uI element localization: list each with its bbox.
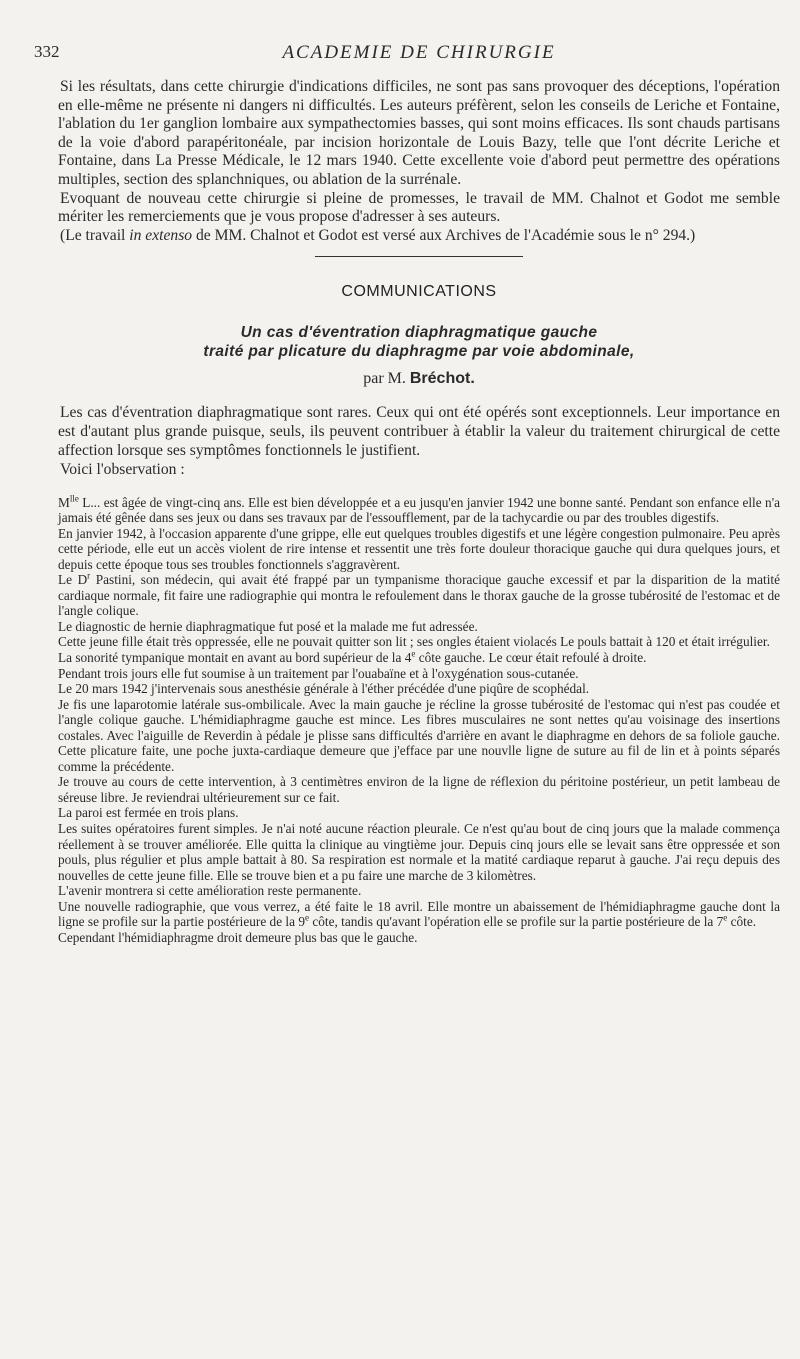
running-title: ACADEMIE DE CHIRURGIE	[282, 42, 556, 63]
section-divider	[315, 256, 523, 257]
obs-paragraph-1	[58, 495, 780, 526]
obs-p14-prefix: 9	[298, 914, 306, 930]
page	[34, 38, 780, 945]
obs-paragraph-15: Cependant l'hémidiaphragme droit demeure plus bas que le gauche.	[58, 929, 418, 945]
observation-text	[58, 495, 780, 946]
report-conclusion	[58, 78, 780, 245]
obs-paragraph-10: Je trouve au cours de cette intervention, à 3 centimètres environ de la ligne de réflexion du péritoine postérieur, un petit lambeau de séreuse libre. Je reviendrai ultérieurement sur ce fait.	[58, 774, 780, 805]
byline-prefix: par M.	[363, 370, 410, 388]
article-title-line-2: traité par plicature du diaphragme par voie abdominale,	[203, 343, 635, 361]
obs-paragraph-3	[58, 572, 780, 619]
obs-paragraph-4: Le diagnostic de hernie diaphragmatique fut posé et la malade me fut adressée.	[58, 618, 478, 634]
report-paragraph-2: Evoquant de nouveau cette chirurgie si pleine de promesses, le travail de MM. Chalnot et Godot me semble mériter les remerciements que je vous propose d'adresser à ses auteurs.	[58, 189, 780, 226]
obs-p3-text: Pastini, son médecin, qui avait été frappé par un tympanisme thoracique gauche excessif et par la disparition de la matité cardiaque normale, fit faire une radiographie qui montra le refoulement dans le thorax gauche de la grosse tubérosité de l'estomac et de l'angle colique.	[58, 572, 780, 619]
intro-paragraph-2: Voici l'observation :	[60, 460, 185, 478]
obs-paragraph-6	[58, 650, 780, 666]
obs-paragraph-11: La paroi est fermée en trois plans.	[58, 805, 239, 821]
report-p3-a: (Le travail	[60, 226, 130, 244]
article-title-line-1: Un cas d'éventration diaphragmatique gauche	[240, 324, 598, 342]
section-heading: COMMUNICATIONS	[341, 283, 497, 301]
obs-p6-sup: e	[411, 648, 416, 659]
intro-paragraph-1: Les cas d'éventration diaphragmatique sont rares. Ceux qui ont été opérés sont exceptionnels. Leur importance en est d'autant plus grande puisque, seuls, ils peuvent contribuer à établir la valeur du traitement chirurgical de cette affection lorsque ses symptômes fonctionnels le justifient.	[58, 404, 780, 459]
obs-p3-prefix: Le D	[58, 572, 88, 588]
obs-paragraph-14	[58, 899, 780, 930]
byline	[58, 370, 780, 388]
obs-p14-sup: e	[305, 912, 310, 923]
obs-p1-sup: lle	[69, 493, 79, 504]
obs-paragraph-5: Cette jeune fille était très oppressée, elle ne pouvait quitter son lit ; ses ongles étaient violacés Le pouls battait à 120 et était irrégulier.	[58, 634, 770, 650]
obs-paragraph-2: En janvier 1942, à l'occasion apparente d'une grippe, elle eut quelques troubles digestifs et une légère congestion pulmonaire. Peu après cette période, elle eut un accès violent de rire intense et ressentit une très forte douleur thoracique gauche qui dura quelques jours, et depuis cette époque tous ses troubles fonctionnels s'aggravèrent.	[58, 525, 780, 572]
obs-p14-end: côte.	[727, 914, 757, 930]
page-header	[34, 38, 780, 68]
obs-p1-prefix: M	[58, 494, 70, 510]
obs-p6-text: côte gauche. Le cœur était refoulé à droite.	[415, 650, 647, 665]
report-p3-em: in extenso	[129, 226, 193, 244]
report-paragraph-1: Si les résultats, dans cette chirurgie d'indications difficiles, ne sont pas sans provoquer des déceptions, l'opération en elle-même ne présente ni dangers ni difficultés. Les auteurs préfèrent, selon les conseils de Leriche et Fontaine, l'ablation du 1er ganglion lombaire aux sympathectomies basses, qui sont moins efficaces. Ils sont chauds partisans de la voie d'abord parapéritonéale, par incision horizontale de Louis Bazy, telle que l'ont décrite Leriche et Fontaine, dans La Presse Médicale, le 12 mars 1940. Cette excellente voie d'abord peut permettre des opérations multiples, section des splanchniques, ou ablation de la surrénale.	[58, 78, 780, 188]
page-number: 332	[34, 42, 60, 61]
obs-p6-prefix: La sonorité tympanique montait en avant au bord supérieur de la 4	[58, 650, 412, 665]
obs-p3-sup: r	[87, 570, 91, 581]
report-paragraph-3	[58, 227, 780, 246]
obs-p14-a: Une nouvelle radiographie, que vous verrez, a été faite le 18 avril. Elle montre un abaissement de l'hémidiaphragme gauche dont la ligne se profile sur la partie postérieure de la	[58, 898, 780, 930]
article-intro	[58, 404, 780, 479]
obs-paragraph-7: Pendant trois jours elle fut soumise à un traitement par l'ouabaïne et à l'oxygénation sous-cutanée.	[58, 665, 579, 681]
article-title	[58, 323, 780, 361]
obs-p14-mid: côte, tandis qu'avant l'opération elle se profile sur la partie postérieure de la 7	[309, 914, 724, 930]
obs-paragraph-8: Le 20 mars 1942 j'intervenais sous anesthésie générale à l'éther précédée d'une piqûre de scophédal.	[58, 681, 590, 697]
obs-paragraph-12: Les suites opératoires furent simples. Je n'ai noté aucune réaction pleurale. Ce n'est qu'au bout de cinq jours que la malade commença réellement à se trouver améliorée. Elle quitta la clinique au vingtième jour. Depuis cinq jours elle se levait sans être oppressée et son pouls, plus régulier et plus ample battait à 80. Sa respiration est normale et la matité cardiaque reparut à gauche. J'ai reçu depuis des nouvelles de cette jeune fille. Elle se trouve bien et a pu faire une marche de 3 kilomètres.	[58, 821, 780, 883]
obs-p1-text: L... est âgée de vingt-cinq ans. Elle est bien développée et a eu jusqu'en janvier 1942 une bonne santé. Pendant son enfance elle n'a jamais été gênée dans ses jeux ou dans ses travaux par de l'essoufflement, par de la tachycardie ou par des troubles digestifs.	[58, 494, 780, 526]
obs-p14-sup2: e	[723, 912, 728, 923]
report-p3-b: de MM. Chalnot et Godot est versé aux Archives de l'Académie sous le n° 294.)	[192, 226, 696, 244]
author-name: Bréchot.	[409, 370, 475, 388]
obs-paragraph-13: L'avenir montrera si cette amélioration reste permanente.	[58, 883, 362, 899]
obs-paragraph-9: Je fis une laparotomie latérale sus-ombilicale. Avec la main gauche je récline la grosse tubérosité de l'estomac qui n'est pas coudée et l'angle colique gauche. L'hémidiaphragme gauche est mince. Les fibres musculaires ne sont nettes qu'au voisinage des insertions costales. Avec l'aiguille de Reverdin à pédale je plisse sans difficultés d'arrière en avant le diaphragme en dehors de sa foliole gauche. Cette plicature faite, une poche juxta-cardiaque demeure que j'efface par une nouvlle ligne de suture au fil de lin et à points séparés comme la précédente.	[58, 696, 780, 774]
